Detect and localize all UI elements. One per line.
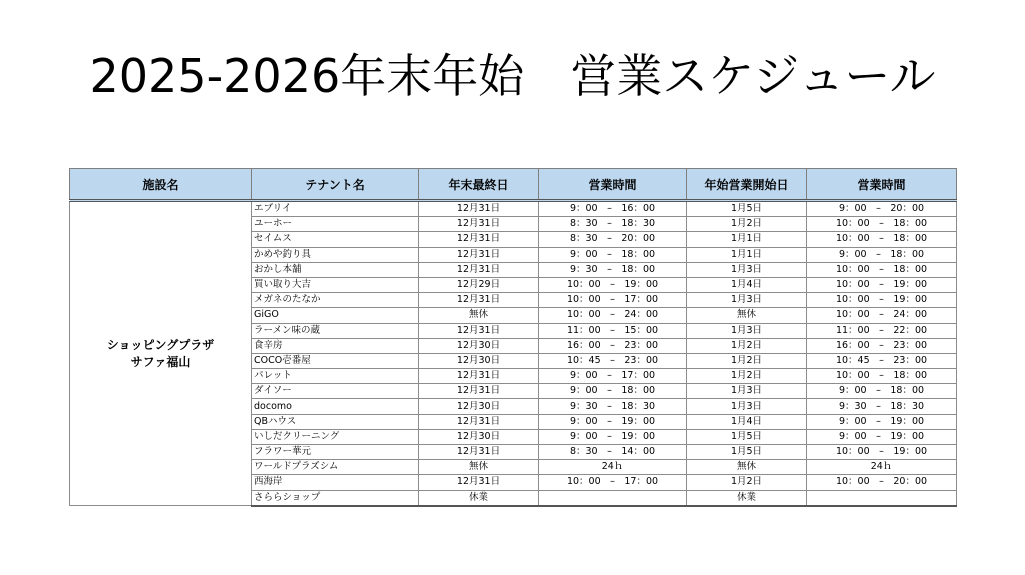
column-header-year-end-last-day: 年末最終日	[419, 169, 539, 201]
new-year-start-day-cell: 無休	[687, 308, 807, 323]
new-year-hours-cell: 9：00 – 18：00	[807, 384, 957, 399]
new-year-hours-cell: 10：00 – 18：00	[807, 232, 957, 247]
tenant-name-cell: メガネのたなか	[252, 293, 419, 308]
year-end-last-day-cell: 休業	[419, 490, 539, 506]
tenant-name-cell: さららショップ	[252, 490, 419, 506]
facility-name-line2: サファ福山	[130, 354, 191, 369]
new-year-hours-cell: 10：00 – 18：00	[807, 217, 957, 232]
schedule-table	[69, 168, 957, 507]
year-end-hours-cell	[539, 490, 687, 506]
year-end-last-day-cell: 12月31日	[419, 262, 539, 277]
tenant-name-cell: パレット	[252, 369, 419, 384]
new-year-start-day-cell: 1月5日	[687, 445, 807, 460]
year-end-last-day-cell: 12月31日	[419, 323, 539, 338]
year-end-last-day-cell: 12月31日	[419, 369, 539, 384]
column-header-tenant: テナント名	[252, 169, 419, 201]
new-year-hours-cell: 10：00 – 20：00	[807, 475, 957, 490]
new-year-hours-cell: 9：00 – 19：00	[807, 429, 957, 444]
year-end-last-day-cell: 12月30日	[419, 338, 539, 353]
new-year-hours-cell: 10：00 – 18：00	[807, 369, 957, 384]
new-year-start-day-cell: 1月3日	[687, 262, 807, 277]
new-year-hours-cell: 10：00 – 19：00	[807, 293, 957, 308]
column-header-new-year-hours: 営業時間	[807, 169, 957, 201]
year-end-last-day-cell: 12月30日	[419, 429, 539, 444]
year-end-last-day-cell: 12月31日	[419, 201, 539, 217]
table-row	[70, 201, 957, 217]
tenant-name-cell: GiGO	[252, 308, 419, 323]
tenant-name-cell: ダイソー	[252, 384, 419, 399]
year-end-hours-cell: 11：00 – 15：00	[539, 323, 687, 338]
new-year-start-day-cell: 1月1日	[687, 232, 807, 247]
new-year-start-day-cell: 1月2日	[687, 217, 807, 232]
year-end-hours-cell: 9：00 – 17：00	[539, 369, 687, 384]
column-header-new-year-start-day: 年始営業開始日	[687, 169, 807, 201]
year-end-last-day-cell: 無休	[419, 308, 539, 323]
year-end-hours-cell: 16：00 – 23：00	[539, 338, 687, 353]
new-year-hours-cell	[807, 490, 957, 506]
year-end-hours-cell: 24ｈ	[539, 460, 687, 475]
year-end-last-day-cell: 12月31日	[419, 293, 539, 308]
new-year-start-day-cell: 1月3日	[687, 399, 807, 414]
tenant-name-cell: セイムス	[252, 232, 419, 247]
year-end-last-day-cell: 12月31日	[419, 384, 539, 399]
year-end-hours-cell: 9：30 – 18：30	[539, 399, 687, 414]
new-year-hours-cell: 9：00 – 18：00	[807, 247, 957, 262]
new-year-hours-cell: 11：00 – 22：00	[807, 323, 957, 338]
new-year-hours-cell: 10：00 – 19：00	[807, 445, 957, 460]
tenant-name-cell: 西海岸	[252, 475, 419, 490]
new-year-start-day-cell: 1月2日	[687, 353, 807, 368]
year-end-hours-cell: 9：00 – 18：00	[539, 247, 687, 262]
table-header-row	[70, 169, 957, 201]
year-end-last-day-cell: 無休	[419, 460, 539, 475]
new-year-hours-cell: 10：45 – 23：00	[807, 353, 957, 368]
new-year-start-day-cell: 1月3日	[687, 323, 807, 338]
new-year-start-day-cell: 1月4日	[687, 277, 807, 292]
year-end-hours-cell: 10：00 – 17：00	[539, 475, 687, 490]
year-end-last-day-cell: 12月31日	[419, 475, 539, 490]
new-year-hours-cell: 24ｈ	[807, 460, 957, 475]
tenant-name-cell: ユーホー	[252, 217, 419, 232]
new-year-start-day-cell: 1月2日	[687, 338, 807, 353]
new-year-hours-cell: 10：00 – 19：00	[807, 277, 957, 292]
year-end-hours-cell: 10：00 – 17：00	[539, 293, 687, 308]
year-end-last-day-cell: 12月31日	[419, 217, 539, 232]
year-end-hours-cell: 9：30 – 18：00	[539, 262, 687, 277]
column-header-year-end-hours: 営業時間	[539, 169, 687, 201]
tenant-name-cell: docomo	[252, 399, 419, 414]
facility-name-line1: ショッピングプラザ	[106, 337, 215, 352]
new-year-start-day-cell: 1月4日	[687, 414, 807, 429]
year-end-hours-cell: 8：30 – 18：30	[539, 217, 687, 232]
new-year-start-day-cell: 1月2日	[687, 369, 807, 384]
new-year-start-day-cell: 無休	[687, 460, 807, 475]
column-header-facility: 施設名	[70, 169, 252, 201]
year-end-last-day-cell: 12月31日	[419, 414, 539, 429]
table-body	[70, 201, 957, 506]
tenant-name-cell: QBハウス	[252, 414, 419, 429]
tenant-name-cell: 食辛房	[252, 338, 419, 353]
tenant-name-cell: COCO壱番屋	[252, 353, 419, 368]
new-year-hours-cell: 9：30 – 18：30	[807, 399, 957, 414]
tenant-name-cell: いしだクリーニング	[252, 429, 419, 444]
year-end-hours-cell: 8：30 – 14：00	[539, 445, 687, 460]
year-end-hours-cell: 9：00 – 16：00	[539, 201, 687, 217]
new-year-hours-cell: 10：00 – 18：00	[807, 262, 957, 277]
new-year-hours-cell: 9：00 – 20：00	[807, 201, 957, 217]
year-end-hours-cell: 9：00 – 19：00	[539, 414, 687, 429]
year-end-hours-cell: 10：00 – 24：00	[539, 308, 687, 323]
tenant-name-cell: かめや釣り具	[252, 247, 419, 262]
tenant-name-cell: フラワー華元	[252, 445, 419, 460]
tenant-name-cell: エブリイ	[252, 201, 419, 217]
year-end-last-day-cell: 12月29日	[419, 277, 539, 292]
tenant-name-cell: ラーメン味の蔵	[252, 323, 419, 338]
new-year-start-day-cell: 1月1日	[687, 247, 807, 262]
year-end-last-day-cell: 12月30日	[419, 399, 539, 414]
new-year-hours-cell: 16：00 – 23：00	[807, 338, 957, 353]
year-end-last-day-cell: 12月30日	[419, 353, 539, 368]
new-year-start-day-cell: 1月3日	[687, 293, 807, 308]
year-end-hours-cell: 8：30 – 20：00	[539, 232, 687, 247]
new-year-hours-cell: 10：00 – 24：00	[807, 308, 957, 323]
page-title: 2025-2026年末年始 営業スケジュール	[89, 49, 936, 103]
tenant-name-cell: 買い取り大吉	[252, 277, 419, 292]
new-year-start-day-cell: 1月3日	[687, 384, 807, 399]
year-end-hours-cell: 9：00 – 18：00	[539, 384, 687, 399]
year-end-last-day-cell: 12月31日	[419, 247, 539, 262]
year-end-last-day-cell: 12月31日	[419, 232, 539, 247]
new-year-start-day-cell: 1月2日	[687, 475, 807, 490]
tenant-name-cell: おかし本舗	[252, 262, 419, 277]
tenant-name-cell: ワールドプラズシム	[252, 460, 419, 475]
facility-name-cell	[70, 201, 252, 506]
year-end-hours-cell: 9：00 – 19：00	[539, 429, 687, 444]
new-year-start-day-cell: 1月5日	[687, 429, 807, 444]
year-end-hours-cell: 10：00 – 19：00	[539, 277, 687, 292]
new-year-start-day-cell: 1月5日	[687, 201, 807, 217]
new-year-start-day-cell: 休業	[687, 490, 807, 506]
year-end-last-day-cell: 12月31日	[419, 445, 539, 460]
new-year-hours-cell: 9：00 – 19：00	[807, 414, 957, 429]
year-end-hours-cell: 10：45 – 23：00	[539, 353, 687, 368]
